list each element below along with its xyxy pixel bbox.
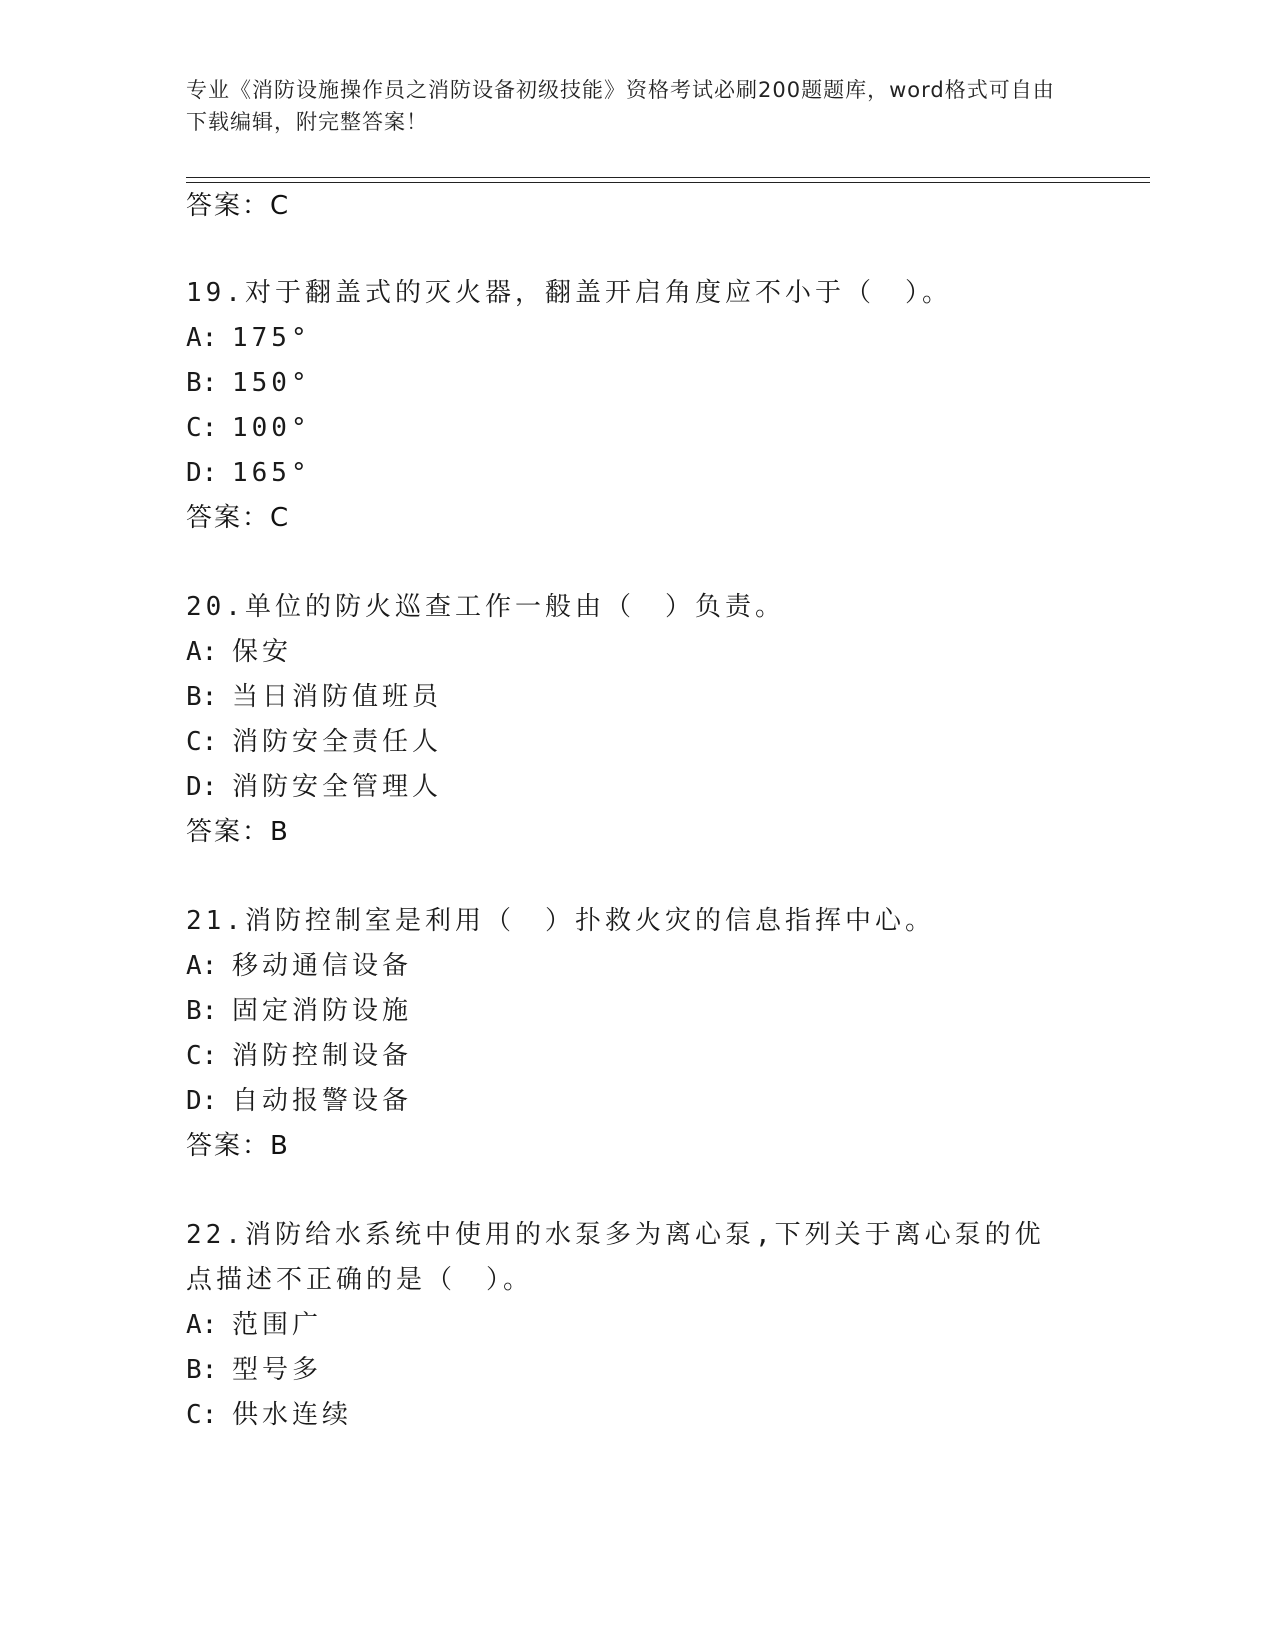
question-text: 消防控制室是利用（ ）扑救火灾的信息指挥中心。 (244, 906, 935, 936)
answer-line (186, 496, 1086, 541)
option-c (186, 406, 1086, 451)
question-number: 21. (186, 906, 245, 936)
option-key: D: (186, 1086, 218, 1116)
answer-value: C (270, 503, 291, 533)
option-text: 移动通信设备 (232, 951, 413, 981)
option-text: 固定消防设施 (232, 996, 413, 1026)
option-key: B: (186, 996, 218, 1026)
answer-label: 答案： (186, 1131, 271, 1161)
option-key: C: (186, 1041, 218, 1071)
option-a (186, 630, 1086, 675)
option-a (186, 316, 1086, 361)
option-key: C: (186, 727, 218, 757)
question-block-19 (186, 271, 1086, 541)
option-key: B: (186, 368, 218, 398)
option-key: A: (186, 323, 218, 353)
option-key: B: (186, 1355, 218, 1385)
option-c (186, 720, 1086, 765)
option-key: B: (186, 682, 218, 712)
option-text: 消防安全责任人 (232, 727, 443, 757)
option-a (186, 944, 1086, 989)
answer-line (186, 1124, 1086, 1169)
option-text: 当日消防值班员 (232, 682, 443, 712)
header-divider-bottom (186, 182, 1150, 183)
option-key: A: (186, 1310, 218, 1340)
answer-value: B (270, 817, 290, 847)
question-stem (186, 585, 1066, 630)
answer-label: 答案： (186, 503, 271, 533)
option-text: 100° (232, 413, 311, 443)
answer-label: 答案： (186, 817, 271, 847)
option-text: 150° (232, 368, 311, 398)
option-text: 165° (232, 458, 311, 488)
option-c (186, 1034, 1086, 1079)
answer-line (186, 810, 1086, 855)
option-b (186, 675, 1086, 720)
answer-label: 答案： (186, 191, 271, 221)
option-text: 保安 (232, 637, 293, 667)
option-b (186, 1348, 1086, 1393)
option-text: 型号多 (232, 1355, 323, 1385)
question-text: 单位的防火巡查工作一般由（ ）负责。 (244, 592, 785, 622)
option-d (186, 1079, 1086, 1124)
question-text: 消防给水系统中使用的水泵多为离心泵,下列关于离心泵的优点描述不正确的是（ ）。 (186, 1220, 1045, 1295)
option-d (186, 765, 1086, 810)
option-b (186, 361, 1086, 406)
question-block-22 (186, 1213, 1086, 1438)
answer-line (186, 184, 1086, 229)
option-c (186, 1393, 1086, 1438)
option-key: A: (186, 951, 218, 981)
option-key: D: (186, 458, 218, 488)
question-text: 对于翻盖式的灭火器，翻盖开启角度应不小于（ ）。 (244, 278, 952, 308)
option-key: D: (186, 772, 218, 802)
option-text: 范围广 (232, 1310, 323, 1340)
option-a (186, 1303, 1086, 1348)
option-text: 自动报警设备 (232, 1086, 413, 1116)
question-number: 20. (186, 592, 245, 622)
question-number: 22. (186, 1220, 245, 1250)
option-key: C: (186, 1400, 218, 1430)
option-key: C: (186, 413, 218, 443)
question-stem (186, 1213, 1066, 1303)
option-text: 175° (232, 323, 311, 353)
answer-value: C (270, 191, 291, 221)
answer-value: B (270, 1131, 290, 1161)
header-divider-top (186, 177, 1150, 178)
option-b (186, 989, 1086, 1034)
question-block-20 (186, 585, 1086, 855)
option-text: 消防安全管理人 (232, 772, 443, 802)
option-text: 消防控制设备 (232, 1041, 413, 1071)
option-key: A: (186, 637, 218, 667)
document-header: 专业《消防设施操作员之消防设备初级技能》资格考试必刷200题题库，word格式可自由下载编辑，附完整答案！ (186, 78, 1055, 134)
option-d (186, 451, 1086, 496)
question-stem (186, 271, 1066, 316)
question-stem (186, 899, 1066, 944)
option-text: 供水连续 (232, 1400, 353, 1430)
question-block-21 (186, 899, 1086, 1169)
question-number: 19. (186, 278, 245, 308)
